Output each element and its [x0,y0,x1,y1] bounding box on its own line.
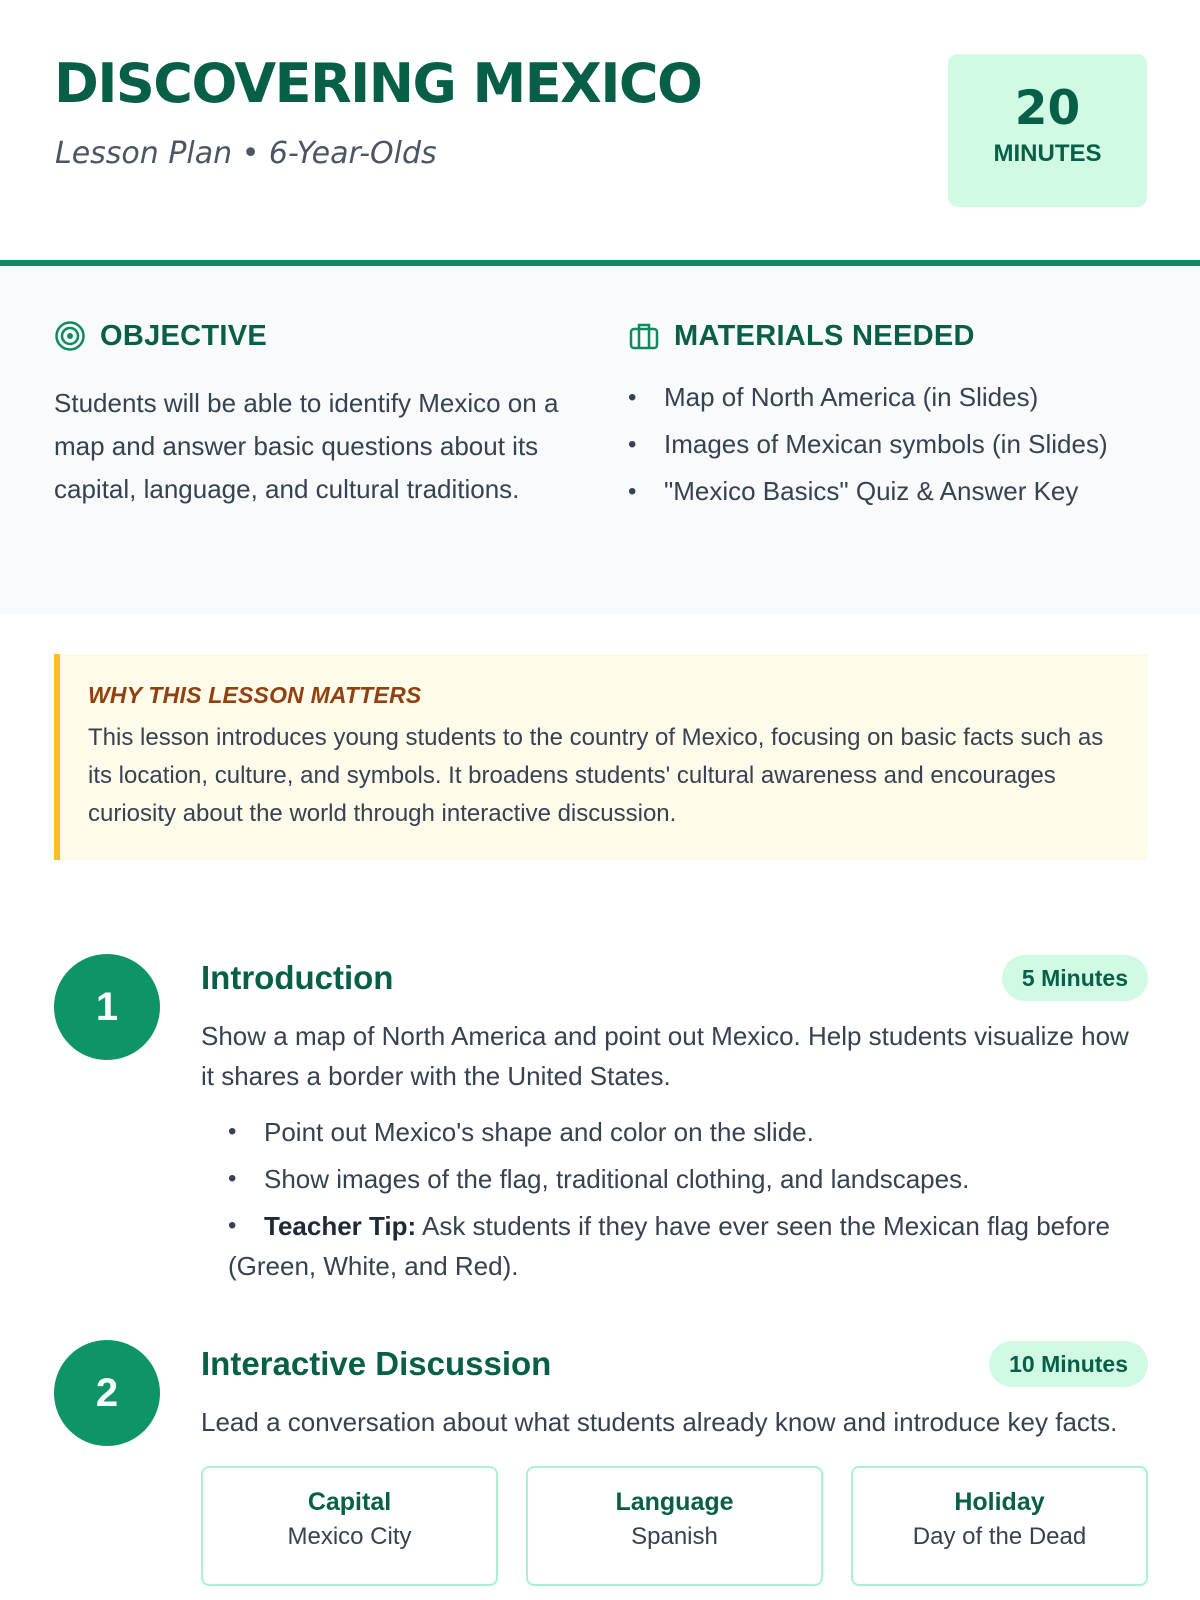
duration-unit: MINUTES [993,140,1102,167]
info-band [0,266,1200,614]
list-item: • Map of North America (in Slides) [628,378,1148,417]
list-item: • Images of Mexican symbols (in Slides) [628,425,1148,464]
step-duration-badge: 10 Minutes [989,1341,1148,1387]
objective-heading: OBJECTIVE [100,319,268,352]
list-item: • "Mexico Basics" Quiz & Answer Key [628,472,1148,511]
fact-value: Spanish [631,1523,718,1550]
duration-badge [948,54,1147,207]
why-callout [54,654,1148,860]
teacher-tip [228,1206,1148,1286]
fact-card-holiday [851,1466,1148,1586]
fact-label: Language [615,1488,734,1516]
materials-section [628,318,1148,519]
list-item: • Point out Mexico's shape and color on the slide. [228,1112,1148,1152]
fact-card-capital [201,1466,498,1586]
duration-value: 20 [1014,81,1081,136]
fact-label: Capital [307,1488,392,1516]
lesson-header [0,0,1200,266]
fact-card-language [526,1466,823,1586]
target-icon [54,320,86,352]
briefcase-icon [628,320,660,352]
fact-value: Day of the Dead [912,1523,1087,1550]
step-title: Introduction [201,959,394,996]
step-duration-badge: 5 Minutes [1002,955,1148,1001]
step-description: Lead a conversation about what students already know and introduce key facts. [201,1407,1118,1437]
objective-section [54,318,564,511]
materials-list [628,378,1148,511]
fact-label: Holiday [954,1488,1045,1516]
step-number: 1 [54,954,160,1060]
step-title: Interactive Discussion [201,1345,552,1382]
list-item: • Show images of the flag, traditional clothing, and landscapes. [228,1159,1148,1199]
page-title: DISCOVERING MEXICO [54,52,702,115]
teacher-tip-text: Ask students if they have ever seen the Mexican flag before (Green, White, and Red). [228,1211,1110,1281]
objective-text: Students will be able to identify Mexico on a map and answer basic questions about its capital, language, and cultural traditions. [54,388,559,504]
teacher-tip-label: Teacher Tip: [264,1211,417,1241]
key-facts [201,1466,1148,1586]
materials-heading: MATERIALS NEEDED [674,319,975,352]
step-bullets [201,1112,1148,1286]
page-subtitle: Lesson Plan • 6-Year-Olds [55,136,437,171]
why-text: This lesson introduces young students to the country of Mexico, focusing on basic facts such as its location, culture, and symbols. It broadens students' cultural awareness and encourages curiosity about the world through interactive discussion. [88,724,1104,827]
step-number: 2 [54,1340,160,1446]
fact-value: Mexico City [287,1523,412,1550]
why-title: WHY THIS LESSON MATTERS [88,682,422,708]
step-description: Show a map of North America and point out Mexico. Help students visualize how it shares a border with the United States. [201,1021,1129,1091]
